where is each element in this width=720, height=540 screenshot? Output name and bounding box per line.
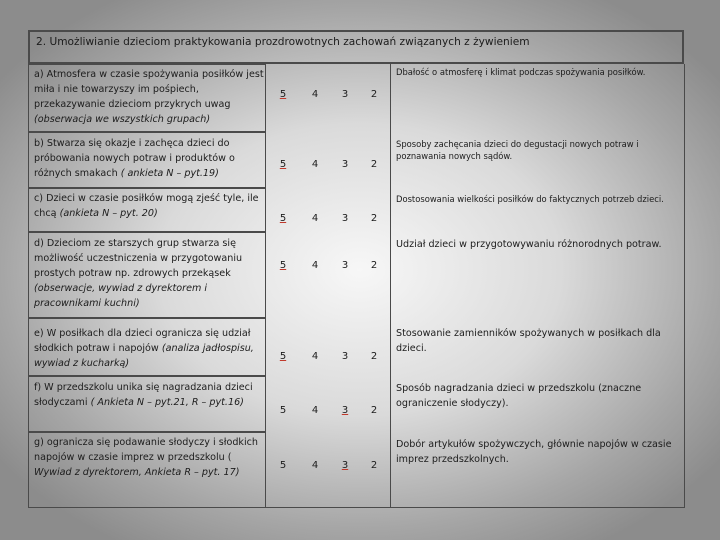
question-g-source: Wywiad z dyrektorem, Ankieta R – pyt. 17) bbox=[34, 467, 240, 478]
question-a-source: (obserwacja we wszystkich grupach) bbox=[34, 114, 211, 125]
rating-f-3: 3 bbox=[341, 405, 349, 416]
rating-b-3: 3 bbox=[341, 159, 349, 170]
rating-e-5: 5 bbox=[279, 351, 287, 362]
rating-d-5: 5 bbox=[279, 260, 287, 271]
question-e-source: (analiza jadłospisu, wywiad z kucharką) bbox=[34, 343, 254, 369]
right-column-divider bbox=[390, 64, 391, 508]
question-b-text: b) Stwarza się okazje i zachęca dzieci do próbowania nowych potraw i produktów o różnych smakach bbox=[34, 138, 235, 179]
rating-f-5: 5 bbox=[279, 405, 287, 416]
question-g-text: g) ogranicza się podawanie słodyczy i słodkich napojów w czasie imprez w przedszkolu ( bbox=[34, 437, 258, 463]
rating-g-4: 4 bbox=[311, 460, 319, 471]
question-e-text: e) W posiłkach dla dzieci ogranicza się udział słodkich potraw i napojów bbox=[34, 328, 251, 354]
question-e bbox=[34, 326, 266, 371]
conclusion-d: Udział dzieci w przygotowywaniu różnorodnych potraw. bbox=[396, 239, 662, 250]
question-f-source: ( Ankieta N – pyt.21, R – pyt.16) bbox=[90, 397, 244, 408]
question-f bbox=[34, 380, 266, 410]
section-title: 2. Umożliwianie dzieciom praktykowania prozdrowotnych zachowań związanych z żywieniem bbox=[36, 36, 530, 48]
rating-e-3: 3 bbox=[341, 351, 349, 362]
rating-g-3: 3 bbox=[341, 460, 349, 471]
rating-a-3: 3 bbox=[341, 89, 349, 100]
rating-d-2: 2 bbox=[370, 260, 378, 271]
rating-c-3: 3 bbox=[341, 213, 349, 224]
rating-b-4: 4 bbox=[311, 159, 319, 170]
question-d bbox=[34, 236, 266, 311]
rating-c-5: 5 bbox=[279, 213, 287, 224]
conclusion-c: Dostosowania wielkości posiłków do faktycznych potrzeb dzieci. bbox=[396, 194, 664, 204]
rating-a-5: 5 bbox=[279, 89, 287, 100]
question-d-source: (obserwacje, wywiad z dyrektorem i pracownikami kuchni) bbox=[34, 283, 208, 309]
rating-g-2: 2 bbox=[370, 460, 378, 471]
question-d-text: d) Dzieciom ze starszych grup stwarza się możliwość uczestniczenia w przygotowaniu prostych potraw np. zdrowych przekąsek bbox=[34, 238, 243, 279]
bottom-border bbox=[266, 507, 685, 508]
title-box bbox=[28, 30, 684, 64]
rating-g-5: 5 bbox=[279, 460, 287, 471]
rating-f-4: 4 bbox=[311, 405, 319, 416]
rating-c-2: 2 bbox=[370, 213, 378, 224]
conclusion-b: Sposoby zachęcania dzieci do degustacji nowych potraw i poznawania nowych sądów. bbox=[396, 139, 639, 161]
rating-f-2: 2 bbox=[370, 405, 378, 416]
question-b-source: ( ankieta N – pyt.19) bbox=[120, 168, 219, 179]
question-a bbox=[34, 67, 266, 127]
question-c-source: (ankieta N – pyt. 20) bbox=[59, 208, 158, 219]
conclusion-a: Dbałość o atmosferę i klimat podczas spożywania posiłków. bbox=[396, 67, 646, 77]
rating-b-5: 5 bbox=[279, 159, 287, 170]
right-edge-border bbox=[684, 64, 685, 508]
rating-c-4: 4 bbox=[311, 213, 319, 224]
rating-a-4: 4 bbox=[311, 89, 319, 100]
rating-e-4: 4 bbox=[311, 351, 319, 362]
rating-d-4: 4 bbox=[311, 260, 319, 271]
question-b bbox=[34, 136, 266, 181]
question-g bbox=[34, 435, 266, 480]
rating-a-2: 2 bbox=[370, 89, 378, 100]
rating-e-2: 2 bbox=[370, 351, 378, 362]
conclusion-g: Dobór artykułów spożywczych, głównie napojów w czasie imprez przedszkolnych. bbox=[396, 439, 672, 465]
rating-b-2: 2 bbox=[370, 159, 378, 170]
conclusion-f: Sposób nagradzania dzieci w przedszkolu (znaczne ograniczenie słodyczy). bbox=[396, 383, 642, 409]
question-c-text: c) Dzieci w czasie posiłków mogą zjeść tyle, ile chcą bbox=[34, 193, 259, 219]
question-a-text: a) Atmosfera w czasie spożywania posiłków jest miła i nie towarzyszy im pośpiech, przekazywanie dzieciom przykrych uwag bbox=[34, 69, 264, 110]
rating-d-3: 3 bbox=[341, 260, 349, 271]
conclusion-e: Stosowanie zamienników spożywanych w posiłkach dla dzieci. bbox=[396, 328, 661, 354]
question-f-text: f) W przedszkolu unika się nagradzania dzieci słodyczami bbox=[34, 382, 253, 408]
question-c bbox=[34, 191, 266, 221]
